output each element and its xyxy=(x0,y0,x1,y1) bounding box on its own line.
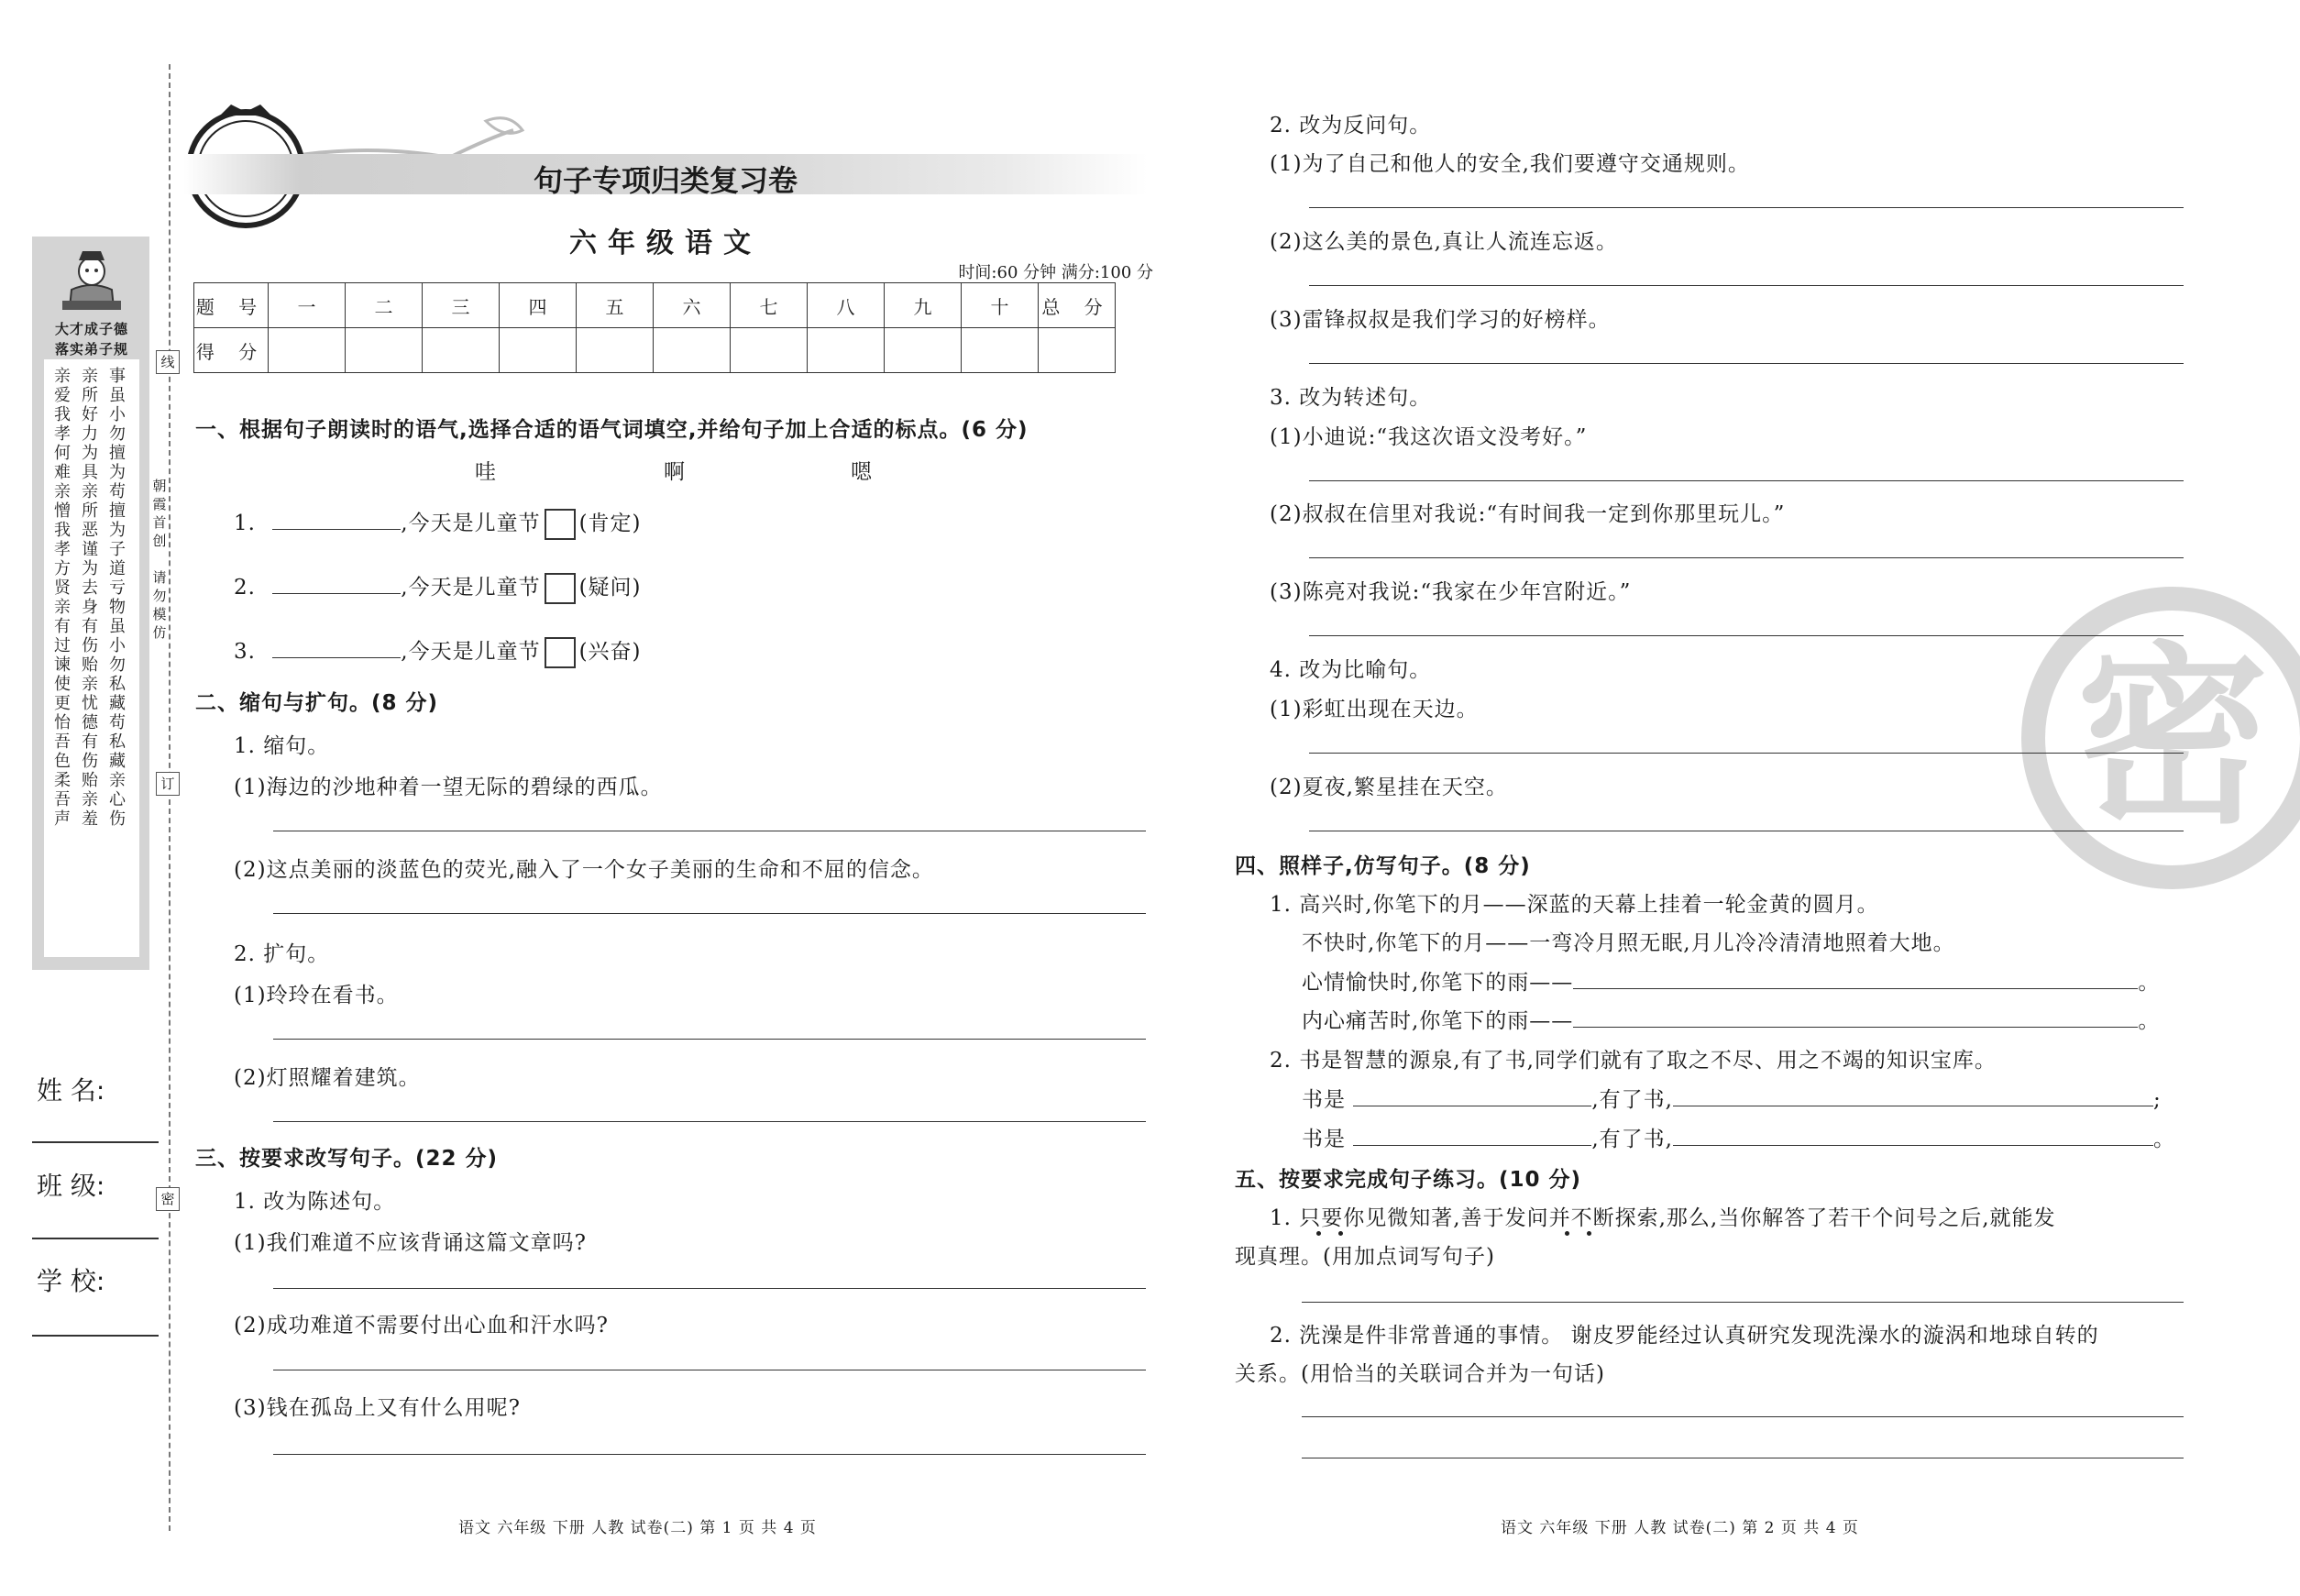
confidential-seal-char: 密 xyxy=(2075,625,2269,850)
punctuation-box[interactable] xyxy=(545,573,576,604)
score-header-cell: 五 xyxy=(577,283,654,328)
answer-line[interactable] xyxy=(1309,635,2184,636)
indirect-speech-question-1: (1)小迪说:“我这次语文没考好。” xyxy=(1270,425,1588,449)
score-header-cell: 八 xyxy=(808,283,885,328)
rhetorical-question-3: (3)雷锋叔叔是我们学习的好榜样。 xyxy=(1270,308,1611,332)
imitation-blank[interactable] xyxy=(1573,1027,2138,1028)
s1-item-1 xyxy=(234,506,642,540)
particle-blank[interactable] xyxy=(272,593,401,594)
score-header-cell: 六 xyxy=(654,283,731,328)
score-header-cell: 总 分 xyxy=(1039,283,1116,328)
book-fill-1 xyxy=(1302,1083,2162,1113)
answer-line[interactable] xyxy=(1302,1302,2184,1303)
s3-question-3: (3)钱在孤岛上又有什么用呢? xyxy=(234,1396,521,1420)
period-mark: 。 xyxy=(2138,971,2161,995)
score-header-cell: 一 xyxy=(269,283,346,328)
score-table-header-row xyxy=(194,283,1116,328)
score-header-cell: 二 xyxy=(346,283,423,328)
punctuation-box[interactable] xyxy=(545,637,576,668)
scholar-illustration xyxy=(53,244,130,317)
score-cell[interactable] xyxy=(1039,328,1116,373)
s3-sub-declarative: 1. 改为陈述句。 xyxy=(234,1190,396,1214)
s3-sub-indirect-speech: 3. 改为转述句。 xyxy=(1270,386,1432,410)
class-label: 班 级: xyxy=(37,1171,105,1201)
sentence-exercise-2a: 2. 洗澡是件非常普通的事情。 谢皮罗能经过认真研究发现洗澡水的漩涡和地球自转的 xyxy=(1270,1324,2099,1348)
maxim-column-1: 亲爱我孝何难亲憎我孝方贤亲有过谏使更怡吾色柔吾声 xyxy=(54,367,71,829)
book-prompt: 书是 xyxy=(1302,1128,1346,1151)
binding-cut-line xyxy=(169,64,171,1531)
maxim-column-2: 亲所好力为具亲所恶谨为去身有伤贻亲忧德有伤贻亲羞 xyxy=(82,367,98,829)
s1-item-text: ,今天是儿童节 xyxy=(401,640,541,664)
s1-item-text: ,今天是儿童节 xyxy=(401,576,541,600)
score-cell[interactable] xyxy=(500,328,577,373)
imitation-example-1a: 1. 高兴时,你笔下的月——深蓝的天幕上挂着一轮金黄的圆月。 xyxy=(1270,893,1879,917)
book-have-text: ,有了书, xyxy=(1591,1128,1673,1151)
s1-item-number: 2. xyxy=(234,576,256,600)
particle-blank[interactable] xyxy=(272,657,401,658)
s3-question-2: (2)成功难道不需要付出心血和汗水吗? xyxy=(234,1314,609,1337)
answer-line[interactable] xyxy=(273,1039,1146,1040)
section-5-title: 五、按要求完成句子练习。(10 分) xyxy=(1235,1168,1582,1192)
metaphor-question-2: (2)夏夜,繁星挂在天空。 xyxy=(1270,776,1508,799)
answer-line[interactable] xyxy=(273,1288,1146,1289)
answer-line[interactable] xyxy=(1309,480,2184,481)
imitation-fill-2-prompt: 内心痛苦时,你笔下的雨—— xyxy=(1302,1009,1574,1033)
s2-question-4: (2)灯照耀着建筑。 xyxy=(234,1066,421,1090)
class-field[interactable] xyxy=(32,1238,159,1239)
binding-mark-seal: 密 xyxy=(156,1187,180,1211)
name-field[interactable] xyxy=(32,1141,159,1143)
school-label: 学 校: xyxy=(37,1266,105,1296)
semicolon-mark: ; xyxy=(2152,1088,2162,1112)
book-blank-b[interactable] xyxy=(1673,1145,2153,1146)
period-mark: 。 xyxy=(2138,1009,2161,1033)
s2-sub-expand: 2. 扩句。 xyxy=(234,942,330,966)
score-cell[interactable] xyxy=(808,328,885,373)
score-cell[interactable] xyxy=(885,328,962,373)
s1-item-text: ,今天是儿童节 xyxy=(401,512,541,535)
score-cell[interactable] xyxy=(577,328,654,373)
answer-line[interactable] xyxy=(1309,285,2184,286)
particle-word-1: 哇 xyxy=(475,460,497,484)
score-cell[interactable] xyxy=(962,328,1039,373)
score-cell[interactable] xyxy=(731,328,808,373)
score-cell[interactable] xyxy=(269,328,346,373)
vertical-note-original: 朝霞首创 xyxy=(152,478,167,549)
s2-question-2: (2)这点美丽的淡蓝色的荧光,融入了一个女子美丽的生命和不屈的信念。 xyxy=(234,858,934,882)
strip-title-line1: 大才成子德 xyxy=(54,321,128,337)
sentence-exercise-1a: 1. 只要你见微知著,善于发问并不断探索,那么,当你解答了若干个问号之后,就能发 xyxy=(1270,1206,2056,1230)
s1-item-hint: (兴奋) xyxy=(578,640,642,664)
sentence-exercise-1b: 现真理。(用加点词写句子) xyxy=(1235,1245,1495,1269)
s3-question-1: (1)我们难道不应该背诵这篇文章吗? xyxy=(234,1231,587,1255)
s2-sub-shorten: 1. 缩句。 xyxy=(234,734,330,758)
metaphor-question-1: (1)彩虹出现在天边。 xyxy=(1270,698,1479,721)
score-cell[interactable] xyxy=(654,328,731,373)
imitation-blank[interactable] xyxy=(1573,988,2138,989)
book-blank-a[interactable] xyxy=(1353,1145,1591,1146)
s1-item-3 xyxy=(234,634,642,668)
page-footer-right: 语文 六年级 下册 人教 试卷(二) 第 2 页 共 4 页 xyxy=(1501,1519,1859,1537)
answer-line[interactable] xyxy=(273,1454,1146,1455)
emphasis-dot xyxy=(1587,1231,1591,1236)
strip-title-line2: 落实弟子规 xyxy=(54,341,128,358)
score-row-label: 得 分 xyxy=(194,328,269,373)
answer-line[interactable] xyxy=(1309,753,2184,754)
indirect-speech-question-2: (2)叔叔在信里对我说:“有时间我一定到你那里玩儿。” xyxy=(1270,502,1786,526)
s2-question-3: (1)玲玲在看书。 xyxy=(234,984,399,1007)
book-fill-2 xyxy=(1302,1122,2175,1152)
score-header-cell: 三 xyxy=(423,283,500,328)
imitation-example-2: 2. 书是智慧的源泉,有了书,同学们就有了取之不尽、用之不竭的知识宝库。 xyxy=(1270,1049,1997,1073)
s2-question-1: (1)海边的沙地种着一望无际的碧绿的西瓜。 xyxy=(234,776,663,799)
particle-word-3: 嗯 xyxy=(851,460,873,484)
s1-item-number: 3. xyxy=(234,640,256,664)
imitation-example-1b: 不快时,你笔下的月——一弯冷月照无眠,月儿冷冷清清地照着大地。 xyxy=(1302,931,1955,955)
answer-line[interactable] xyxy=(1309,363,2184,364)
s1-item-number: 1. xyxy=(234,512,256,535)
binding-mark-bind: 订 xyxy=(156,772,180,796)
imitation-fill-2 xyxy=(1302,1004,2160,1034)
indirect-speech-question-3: (3)陈亮对我说:“我家在少年宫附近。” xyxy=(1270,580,1632,604)
period-mark: 。 xyxy=(2152,1128,2175,1151)
section-3-title: 三、按要求改写句子。(22 分) xyxy=(195,1147,499,1171)
page-title: 句子专项归类复习卷 xyxy=(533,163,798,198)
name-label: 姓 名: xyxy=(37,1075,105,1106)
s3-sub-rhetorical: 2. 改为反问句。 xyxy=(1270,114,1432,138)
score-cell[interactable] xyxy=(423,328,500,373)
answer-line[interactable] xyxy=(273,1121,1146,1122)
emphasis-dot xyxy=(1565,1231,1569,1236)
school-field[interactable] xyxy=(32,1335,159,1337)
score-header-cell: 四 xyxy=(500,283,577,328)
maxim-column-3: 事虽小勿擅为苟擅为子道亏物虽小勿私藏苟私藏亲心伤 xyxy=(109,367,126,829)
particle-blank[interactable] xyxy=(272,529,401,530)
section-4-title: 四、照样子,仿写句子。(8 分) xyxy=(1235,854,1531,878)
score-table-score-row xyxy=(194,328,1116,373)
rhetorical-question-2: (2)这么美的景色,真让人流连忘返。 xyxy=(1270,230,1618,254)
emphasis-dot xyxy=(1338,1231,1343,1236)
s1-item-2 xyxy=(234,570,642,604)
s1-item-hint: (疑问) xyxy=(578,576,642,600)
score-cell[interactable] xyxy=(346,328,423,373)
score-header-cell: 九 xyxy=(885,283,962,328)
score-header-cell: 十 xyxy=(962,283,1039,328)
s3-sub-metaphor: 4. 改为比喻句。 xyxy=(1270,658,1432,682)
exam-subtitle: 六年级语文 xyxy=(569,227,762,259)
section-2-title: 二、缩句与扩句。(8 分) xyxy=(195,691,439,715)
vertical-note-no-copy: 请勿模仿 xyxy=(152,569,167,641)
book-prompt: 书是 xyxy=(1302,1088,1346,1112)
book-have-text: ,有了书, xyxy=(1591,1088,1673,1112)
time-info: 时间:60 分钟 满分:100 分 xyxy=(958,263,1153,282)
answer-line[interactable] xyxy=(273,913,1146,914)
page-footer-left: 语文 六年级 下册 人教 试卷(二) 第 1 页 共 4 页 xyxy=(458,1519,817,1537)
imitation-fill-1-prompt: 心情愉快时,你笔下的雨—— xyxy=(1302,971,1574,995)
punctuation-box[interactable] xyxy=(545,509,576,540)
section-1-title: 一、根据句子朗读时的语气,选择合适的语气词填空,并给句子加上合适的标点。(6 分) xyxy=(195,418,1029,442)
binding-mark-line: 线 xyxy=(156,350,180,374)
answer-line[interactable] xyxy=(1309,207,2184,208)
rhetorical-question-1: (1)为了自己和他人的安全,我们要遵守交通规则。 xyxy=(1270,152,1750,176)
score-header-cell: 题 号 xyxy=(194,283,269,328)
answer-line[interactable] xyxy=(1309,557,2184,558)
imitation-fill-1 xyxy=(1302,965,2160,996)
s1-item-hint: (肯定) xyxy=(578,512,642,535)
sentence-exercise-2b: 关系。(用恰当的关联词合并为一句话) xyxy=(1235,1362,1605,1386)
score-table xyxy=(193,282,1116,373)
emphasis-dot xyxy=(1316,1231,1321,1236)
particle-word-2: 啊 xyxy=(664,460,686,484)
answer-line[interactable] xyxy=(1302,1416,2184,1417)
score-header-cell: 七 xyxy=(731,283,808,328)
